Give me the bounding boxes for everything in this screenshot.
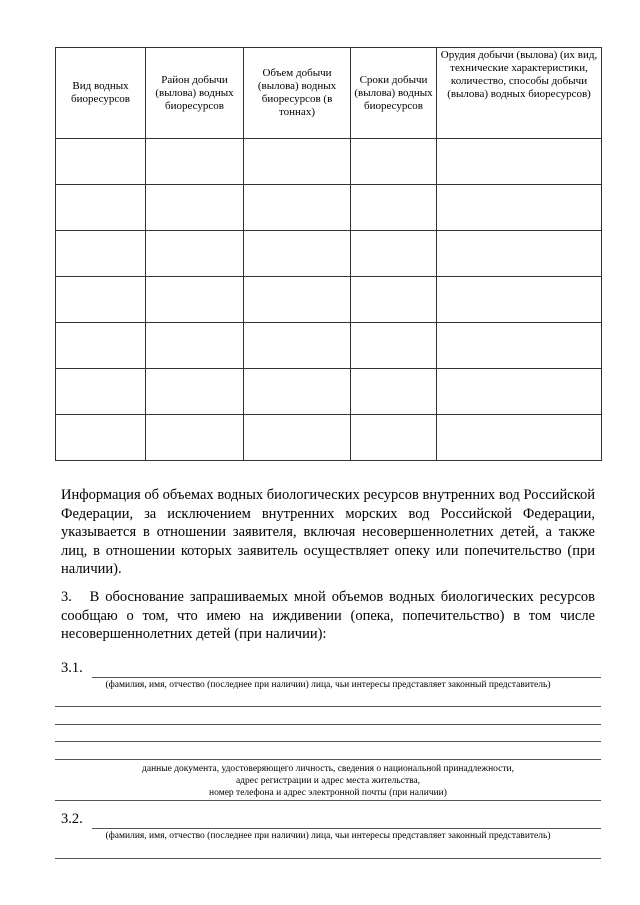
table-cell[interactable] bbox=[244, 139, 351, 185]
table-cell[interactable] bbox=[146, 139, 244, 185]
item-3-1-line-1[interactable] bbox=[55, 706, 601, 707]
table-cell[interactable] bbox=[146, 415, 244, 461]
table-row bbox=[56, 185, 602, 231]
item-3-1-line-3[interactable] bbox=[55, 741, 601, 742]
table-cell[interactable] bbox=[244, 277, 351, 323]
item-3-2-name-caption: (фамилия, имя, отчество (последнее при наличии) лица, чьи интересы представляет законный представитель) bbox=[105, 831, 551, 841]
table-row bbox=[56, 231, 602, 277]
table-row bbox=[56, 139, 602, 185]
header-species: Вид водных биоресурсов bbox=[56, 48, 146, 139]
table-cell[interactable] bbox=[437, 369, 602, 415]
table-cell[interactable] bbox=[146, 323, 244, 369]
table-cell[interactable] bbox=[437, 415, 602, 461]
table-cell[interactable] bbox=[56, 323, 146, 369]
table-cell[interactable] bbox=[146, 277, 244, 323]
item-3-2-name-line[interactable] bbox=[92, 828, 601, 829]
item-3-1-details-line[interactable] bbox=[55, 800, 601, 801]
item-3-1-details-caption-3: номер телефона и адрес электронной почты (при наличии) bbox=[209, 788, 447, 798]
item-3-1-line-4[interactable] bbox=[55, 759, 601, 760]
table-cell[interactable] bbox=[351, 369, 437, 415]
table-cell[interactable] bbox=[146, 369, 244, 415]
info-paragraph: Информация об объемах водных биологических ресурсов внутренних вод Российской Федерации, за исключением внутренних морских вод Российской Федерации, указывается в отношении заявителя, включая несовершеннолетних детей, а также лиц, в отношении которых заявитель осуществляет опеку или попечительство (при наличии). bbox=[61, 487, 595, 577]
header-period: Сроки добычи (вылова) водных биоресурсов bbox=[351, 48, 437, 139]
table-row bbox=[56, 323, 602, 369]
item-3-1-line-2[interactable] bbox=[55, 724, 601, 725]
item-3-1-name-line[interactable] bbox=[92, 677, 601, 678]
table-cell[interactable] bbox=[351, 323, 437, 369]
table-cell[interactable] bbox=[56, 139, 146, 185]
table-cell[interactable] bbox=[244, 323, 351, 369]
table-cell[interactable] bbox=[244, 369, 351, 415]
table-cell[interactable] bbox=[244, 185, 351, 231]
item-3-2-line-1[interactable] bbox=[55, 858, 601, 859]
section-3-paragraph bbox=[61, 588, 595, 644]
table-cell[interactable] bbox=[437, 323, 602, 369]
table-cell[interactable] bbox=[351, 185, 437, 231]
table-cell[interactable] bbox=[56, 277, 146, 323]
item-3-1-details-caption-1: данные документа, удостоверяющего личность, сведения о национальной принадлежности, bbox=[142, 764, 514, 774]
table-cell[interactable] bbox=[146, 185, 244, 231]
biores-table bbox=[55, 47, 602, 461]
table-cell[interactable] bbox=[56, 369, 146, 415]
header-area: Район добычи (вылова) водных биоресурсов bbox=[146, 48, 244, 139]
table-cell[interactable] bbox=[351, 231, 437, 277]
table-cell[interactable] bbox=[437, 277, 602, 323]
table-cell[interactable] bbox=[56, 231, 146, 277]
section-3-number: 3. bbox=[61, 589, 72, 605]
table-cell[interactable] bbox=[437, 139, 602, 185]
item-3-1-name-caption: (фамилия, имя, отчество (последнее при наличии) лица, чьи интересы представляет законный представитель) bbox=[105, 680, 551, 690]
table-cell[interactable] bbox=[437, 185, 602, 231]
header-volume: Объем добычи (вылова) водных биоресурсов (в тоннах) bbox=[244, 48, 351, 139]
table-cell[interactable] bbox=[351, 277, 437, 323]
table-cell[interactable] bbox=[437, 231, 602, 277]
table-row bbox=[56, 369, 602, 415]
item-3-2-number: 3.2. bbox=[61, 811, 83, 827]
section-3-text: В обоснование запрашиваемых мной объемов водных биологических ресурсов сообщаю о том, что имею на иждивении (опека, попечительство) в том числе несовершеннолетних детей (при наличии): bbox=[61, 589, 596, 642]
table-row bbox=[56, 277, 602, 323]
table-cell[interactable] bbox=[56, 415, 146, 461]
table-row bbox=[56, 415, 602, 461]
header-gear: Орудия добычи (вылова) (их вид, технические характеристики, количество, способы добычи (вылова) водных биоресурсов) bbox=[437, 48, 602, 139]
table-cell[interactable] bbox=[56, 185, 146, 231]
item-3-1-details-caption-2: адрес регистрации и адрес места жительства, bbox=[235, 776, 421, 786]
table-cell[interactable] bbox=[244, 415, 351, 461]
table-header-row bbox=[56, 48, 602, 139]
table-cell[interactable] bbox=[146, 231, 244, 277]
table-cell[interactable] bbox=[244, 231, 351, 277]
item-3-1-number: 3.1. bbox=[61, 660, 83, 676]
table-cell[interactable] bbox=[351, 139, 437, 185]
table-cell[interactable] bbox=[351, 415, 437, 461]
